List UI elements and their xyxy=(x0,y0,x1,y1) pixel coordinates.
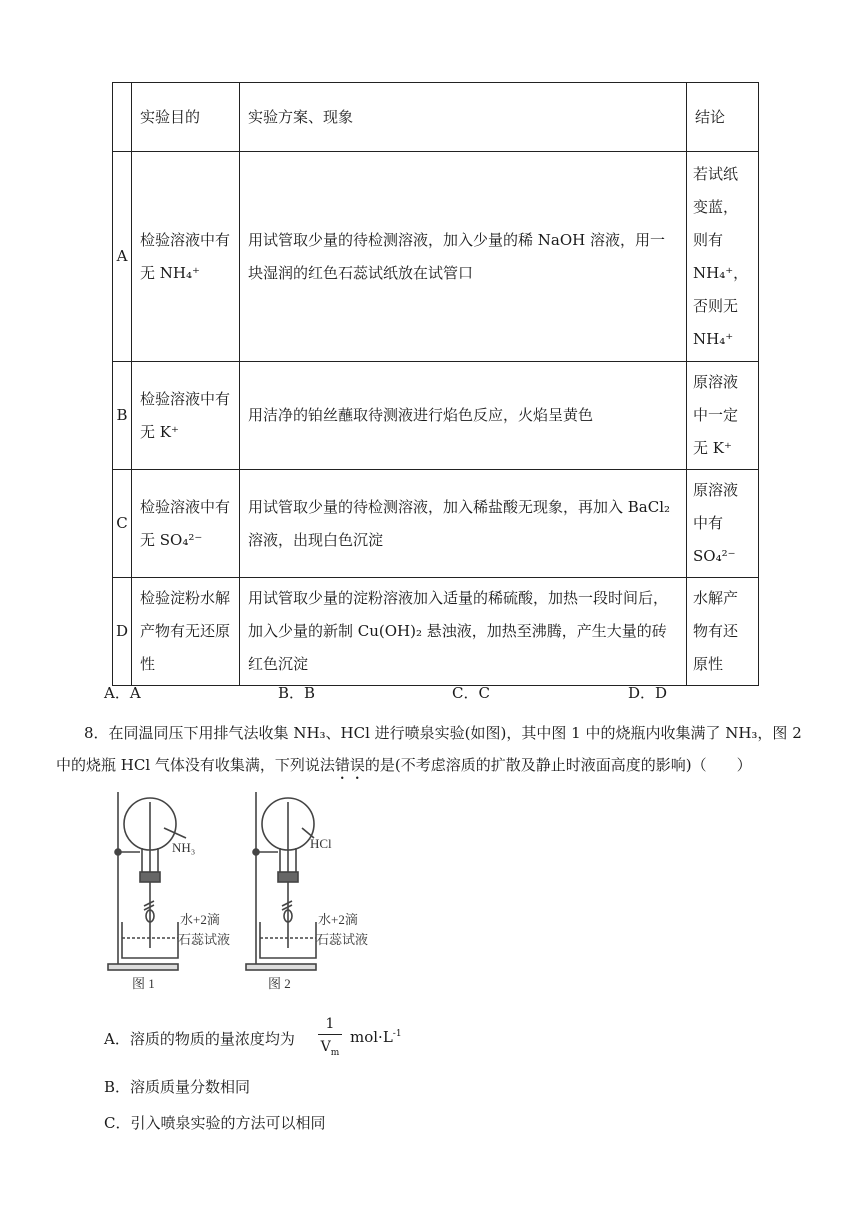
row-letter: C xyxy=(113,470,132,578)
row-procedure: 用试管取少量的待检测溶液，加入稀盐酸无现象，再加入 BaCl₂ 溶液，出现白色沉淀 xyxy=(240,470,687,578)
row-procedure: 用试管取少量的待检测溶液，加入少量的稀 NaOH 溶液，用一块湿润的红色石蕊试纸放在试管口 xyxy=(240,152,687,362)
table-header-row xyxy=(113,83,759,152)
experiment-table xyxy=(112,82,759,686)
row-conclusion: 若试纸变蓝，则有NH₄⁺，否则无NH₄⁺ xyxy=(687,152,759,362)
question8-stem xyxy=(56,717,806,783)
fountain-experiment-figure xyxy=(104,788,394,998)
fig2-gas-label: HCl xyxy=(310,836,332,851)
fig1-liquid-line1: 水+2滴 xyxy=(180,912,220,927)
answer-a-unit xyxy=(350,1028,402,1046)
question8-emphasis: 错误 xyxy=(334,756,365,774)
question8-line2-post: 的是(不考虑溶质的扩散及静止时液面高度的影响)（ ） xyxy=(364,756,752,774)
header-cell-procedure: 实验方案、现象 xyxy=(240,83,687,152)
table-row xyxy=(113,152,759,362)
row-purpose: 检验淀粉水解产物有无还原性 xyxy=(132,578,240,686)
row-conclusion: 原溶液中有SO₄²⁻ xyxy=(687,470,759,578)
table-row xyxy=(113,362,759,470)
option-c[interactable]: C．C xyxy=(452,684,490,702)
row-letter: D xyxy=(113,578,132,686)
row-letter: B xyxy=(113,362,132,470)
question7-options xyxy=(104,682,804,706)
answer-b[interactable]: B．溶质质量分数相同 xyxy=(104,1078,251,1096)
denominator-v: V xyxy=(320,1039,331,1055)
table-row xyxy=(113,470,759,578)
fig1-liquid-line2: 石蕊试液 xyxy=(178,932,231,947)
fraction xyxy=(314,1014,346,1065)
header-cell-letter xyxy=(113,83,132,152)
header-cell-conclusion: 结论 xyxy=(687,83,759,152)
unit-text: mol·L xyxy=(350,1028,393,1046)
fig2-liquid-line2: 石蕊试液 xyxy=(316,932,369,947)
question8-line2 xyxy=(56,749,806,783)
fig1-gas-label: NH₃ xyxy=(172,840,196,855)
row-procedure: 用试管取少量的淀粉溶液加入适量的稀硫酸，加热一段时间后，加入少量的新制 Cu(OH)₂ 悬浊液，加热至沸腾，产生大量的砖红色沉淀 xyxy=(240,578,687,686)
row-purpose: 检验溶液中有无 SO₄²⁻ xyxy=(132,470,240,578)
fig2-caption: 图 2 xyxy=(268,976,291,991)
answer-c[interactable]: C．引入喷泉实验的方法可以相同 xyxy=(104,1114,326,1132)
option-d[interactable]: D．D xyxy=(628,684,668,702)
row-conclusion: 水解产物有还原性 xyxy=(687,578,759,686)
fig2-liquid-line1: 水+2滴 xyxy=(318,912,358,927)
fig1-caption: 图 1 xyxy=(132,976,155,991)
question8-line1: 8．在同温同压下用排气法收集 NH₃、HCl 进行喷泉实验(如图)，其中图 1 中的烧瓶内收集满了 NH₃，图 2 xyxy=(84,724,802,742)
row-procedure: 用洁净的铂丝蘸取待测液进行焰色反应，火焰呈黄色 xyxy=(240,362,687,470)
row-purpose: 检验溶液中有无 NH₄⁺ xyxy=(132,152,240,362)
table-row xyxy=(113,578,759,686)
option-a[interactable]: A．A xyxy=(104,684,141,702)
denominator-sub: m xyxy=(330,1047,340,1058)
row-purpose: 检验溶液中有无 K⁺ xyxy=(132,362,240,470)
question8-line2-pre: 中的烧瓶 HCl 气体没有收集满，下列说法 xyxy=(56,756,335,774)
header-cell-purpose: 实验目的 xyxy=(132,83,240,152)
option-b[interactable]: B．B xyxy=(278,684,316,702)
row-letter: A xyxy=(113,152,132,362)
fraction-numerator: 1 xyxy=(325,1016,335,1032)
answer-a-text: A．溶质的物质的量浓度均为 xyxy=(104,1030,295,1048)
fraction-denominator xyxy=(314,1035,346,1065)
unit-sup: -1 xyxy=(392,1029,402,1039)
row-conclusion: 原溶液中一定无 K⁺ xyxy=(687,362,759,470)
apparatus-2 xyxy=(246,792,316,970)
apparatus-1 xyxy=(108,792,186,970)
